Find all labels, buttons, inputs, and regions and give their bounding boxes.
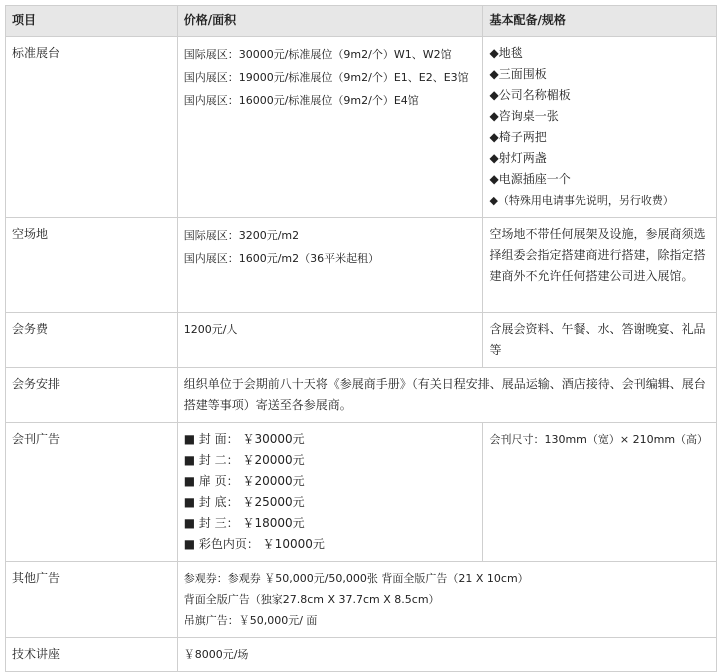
arrangement-text: 组织单位于会期前八十天将《参展商手册》（有关日程安排、展品运输、酒店接待、会刊编辑、展台搭建等事项）寄送至各参展商。 bbox=[177, 368, 716, 423]
price-cell bbox=[177, 37, 483, 218]
ad-price-item: ■ 封 面： ￥30000元 bbox=[183, 432, 305, 446]
equipment-item: ◆三面围板 bbox=[489, 67, 547, 81]
other-ad-line: 背面全版广告（独家27.8cm X 37.7cm X 8.5cm） bbox=[183, 593, 440, 606]
equipment-cell bbox=[483, 37, 717, 218]
row-raw-space bbox=[6, 218, 717, 313]
equipment-item: ◆公司名称楣板 bbox=[489, 88, 571, 102]
equipment-item: ◆射灯两盏 bbox=[489, 151, 547, 165]
header-item: 项目 bbox=[6, 6, 178, 37]
row-tech-seminar bbox=[6, 638, 717, 672]
ad-price-item: ■ 封 二： ￥20000元 bbox=[183, 453, 305, 467]
price-cell: 1200元/人 bbox=[177, 313, 483, 368]
header-row bbox=[6, 6, 717, 37]
ad-price-item: ■ 扉 页： ￥20000元 bbox=[183, 474, 305, 488]
catalog-size: 会刊尺寸：130mm（宽）× 210mm（高） bbox=[483, 423, 717, 562]
row-name: 标准展台 bbox=[6, 37, 178, 218]
ad-price-item: ■ 封 三： ￥18000元 bbox=[183, 516, 305, 530]
note-cell: 含展会资料、午餐、水、答谢晚宴、礼品等 bbox=[483, 313, 717, 368]
note-cell: 空场地不带任何展架及设施，参展商须选择组委会指定搭建商进行搭建，除指定搭建商外不允许任何搭建公司进入展馆。 bbox=[483, 218, 717, 313]
row-name: 会刊广告 bbox=[6, 423, 178, 562]
ad-price-item: ■ 彩色内页： ￥10000元 bbox=[183, 537, 325, 551]
row-conference-fee bbox=[6, 313, 717, 368]
price-cell: ￥8000元/场 bbox=[177, 638, 716, 672]
other-ads-cell bbox=[177, 562, 716, 638]
ad-price-item: ■ 封 底： ￥25000元 bbox=[183, 495, 305, 509]
other-ad-line: 吊旗广告：￥50,000元/ 面 bbox=[183, 614, 318, 627]
equipment-item: ◆椅子两把 bbox=[489, 130, 547, 144]
price-line: 国内展区：19000元/标准展位（9m2/个）E1、E2、E3馆 bbox=[183, 71, 469, 84]
equipment-item: ◆咨询桌一张 bbox=[489, 109, 559, 123]
row-arrangement bbox=[6, 368, 717, 423]
price-line: 国际展区：30000元/标准展位（9m2/个）W1、W2馆 bbox=[183, 48, 452, 61]
header-price: 价格/面积 bbox=[177, 6, 483, 37]
other-ad-line: 参观券：参观券 ￥50,000元/50,000张 背面全版广告（21 X 10cm） bbox=[183, 572, 529, 585]
row-name: 会务安排 bbox=[6, 368, 178, 423]
row-standard-booth bbox=[6, 37, 717, 218]
row-catalog-ads bbox=[6, 423, 717, 562]
price-line: 国内展区：1600元/m2（36平米起租） bbox=[183, 252, 380, 265]
row-name: 空场地 bbox=[6, 218, 178, 313]
fee-table bbox=[5, 5, 717, 672]
row-name: 其他广告 bbox=[6, 562, 178, 638]
row-name: 技术讲座 bbox=[6, 638, 178, 672]
ad-price-cell bbox=[177, 423, 483, 562]
equipment-item: ◆（特殊用电请事先说明，另行收费） bbox=[489, 194, 674, 207]
price-cell bbox=[177, 218, 483, 313]
row-name: 会务费 bbox=[6, 313, 178, 368]
price-line: 国内展区：16000元/标准展位（9m2/个）E4馆 bbox=[183, 94, 419, 107]
price-line: 国际展区：3200元/m2 bbox=[183, 229, 300, 242]
equipment-item: ◆地毯 bbox=[489, 46, 523, 60]
equipment-item: ◆电源插座一个 bbox=[489, 172, 571, 186]
header-equipment: 基本配备/规格 bbox=[483, 6, 717, 37]
row-other-ads bbox=[6, 562, 717, 638]
